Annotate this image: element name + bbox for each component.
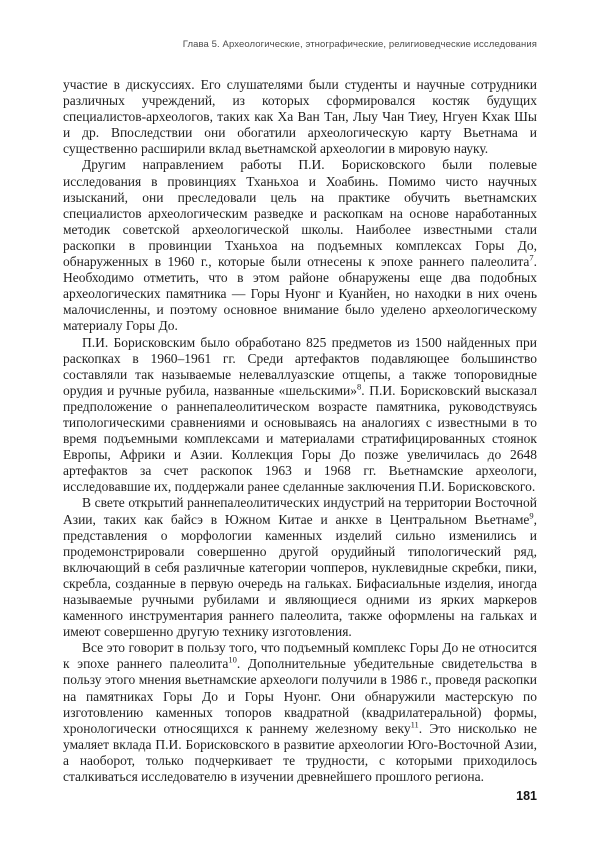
paragraph: Другим направлением работы П.И. Борисковского были полевые исследования в провинциях Тханьхоа и Хоабинь. Помимо чисто научных изысканий, они преследовали цель на практике обучить вьетнамских специалистов археологическим разведке и раскопкам на основе наработанных методик советской археологической школы. Наиболее известными стали раскопки в провинции Тханьхоа на подъемных комплексах Горы До, обнаруженных в 1960 г., которые были отнесены к эпохе раннего палеолита$^7$. Необходимо отметить, что в этом районе обнаружены еще два подобных археологических памятника — Горы Нуонг и Куанйен, но находки в них очень малочисленны, и поэтому основное внимание было уделено археологическому материалу Горы До. (63, 157, 537, 334)
paragraph: П.И. Борисковским было обработано 825 предметов из 1500 найденных при раскопках в 1960–1961 гг. Среди артефактов подавляющее большинство составляли так называемые нелеваллуазские отщепы, а также топоровидные орудия и ручные рубила, названные «шельскими»$^8$. П.И. Борисковский высказал предположение о раннепалеолитическом возрасте памятника, руководствуясь типологическими сравнениями и основываясь на аналогиях с известными в то время подъемными комплексами и материалами стратифицированных стоянок Европы, Африки и Азии. Коллекция Горы До позже увеличилась до 2648 артефактов за счет раскопок 1963 и 1968 гг. Вьетнамские археологи, исследовавшие их, поддержали ранее сделанные заключения П.И. Борисковского. (63, 334, 538, 495)
paragraph: В свете открытий раннепалеолитических индустрий на территории Восточной Азии, таких как байсэ в Южном Китае и анкхе в Центральном Вьетнаме$^9$, представления о морфологии каменных изделий сильно изменились и продемонстрировали совершенно другой орудийный типологический ряд, включающий в себя различные категории чопперов, нуклевидные скребки, пики, скребла, созданные в первую очередь на гальках. Бифасиальные изделия, иногда называемые ручными рубилами и являющиеся одними из ярких маркеров каменного инструментария раннего палеолита, также оформлены на гальках и имеют совершенно другую технику изготовления. (63, 495, 537, 640)
text-block (63, 77, 537, 785)
footnote-marker: 8 (357, 381, 362, 392)
paragraph: участие в дискуссиях. Его слушателями были студенты и научные сотрудники различных учреждений, из которых сформировался костяк будущих специалистов-археологов, таких как Ха Ван Тан, Лыу Чан Тиеу, Нгуен Кхак Шы и др. Впоследствии они обогатили археологическую карту Вьетнама и существенно расширили вклад вьетнамской археологии в мировую науку. (63, 77, 537, 157)
footnote-marker: 7 (529, 252, 534, 263)
footnote-marker: 11 (410, 719, 419, 730)
paragraph: Все это говорит в пользу того, что подъемный комплекс Горы До не относится к эпохе раннего палеолита$^{10}$. Дополнительные убедительные свидетельства в пользу этого мнения вьетнамские археологи получили в 1986 г., проведя раскопки на памятниках Горы До и Горы Нуонг. Они обнаружили мастерскую по изготовлению каменных топоров квадратной (квадрилатеральной) формы, хронологически относящихся к раннему железному веку$^{11}$. Это нисколько не умаляет вклада П.И. Борисковского в развитие археологии Юго-Восточной Азии, а наоборот, только подчеркивает те трудности, с которыми приходилось сталкиваться исследователю в изучении древнейшего прошлого региона. (63, 640, 537, 785)
footnote-marker: 10 (228, 654, 237, 665)
footnote-marker: 9 (529, 510, 534, 521)
running-header: Глава 5. Археологические, этнографические, религиоведческие исследования (182, 39, 537, 50)
page-number: 181 (516, 789, 537, 803)
